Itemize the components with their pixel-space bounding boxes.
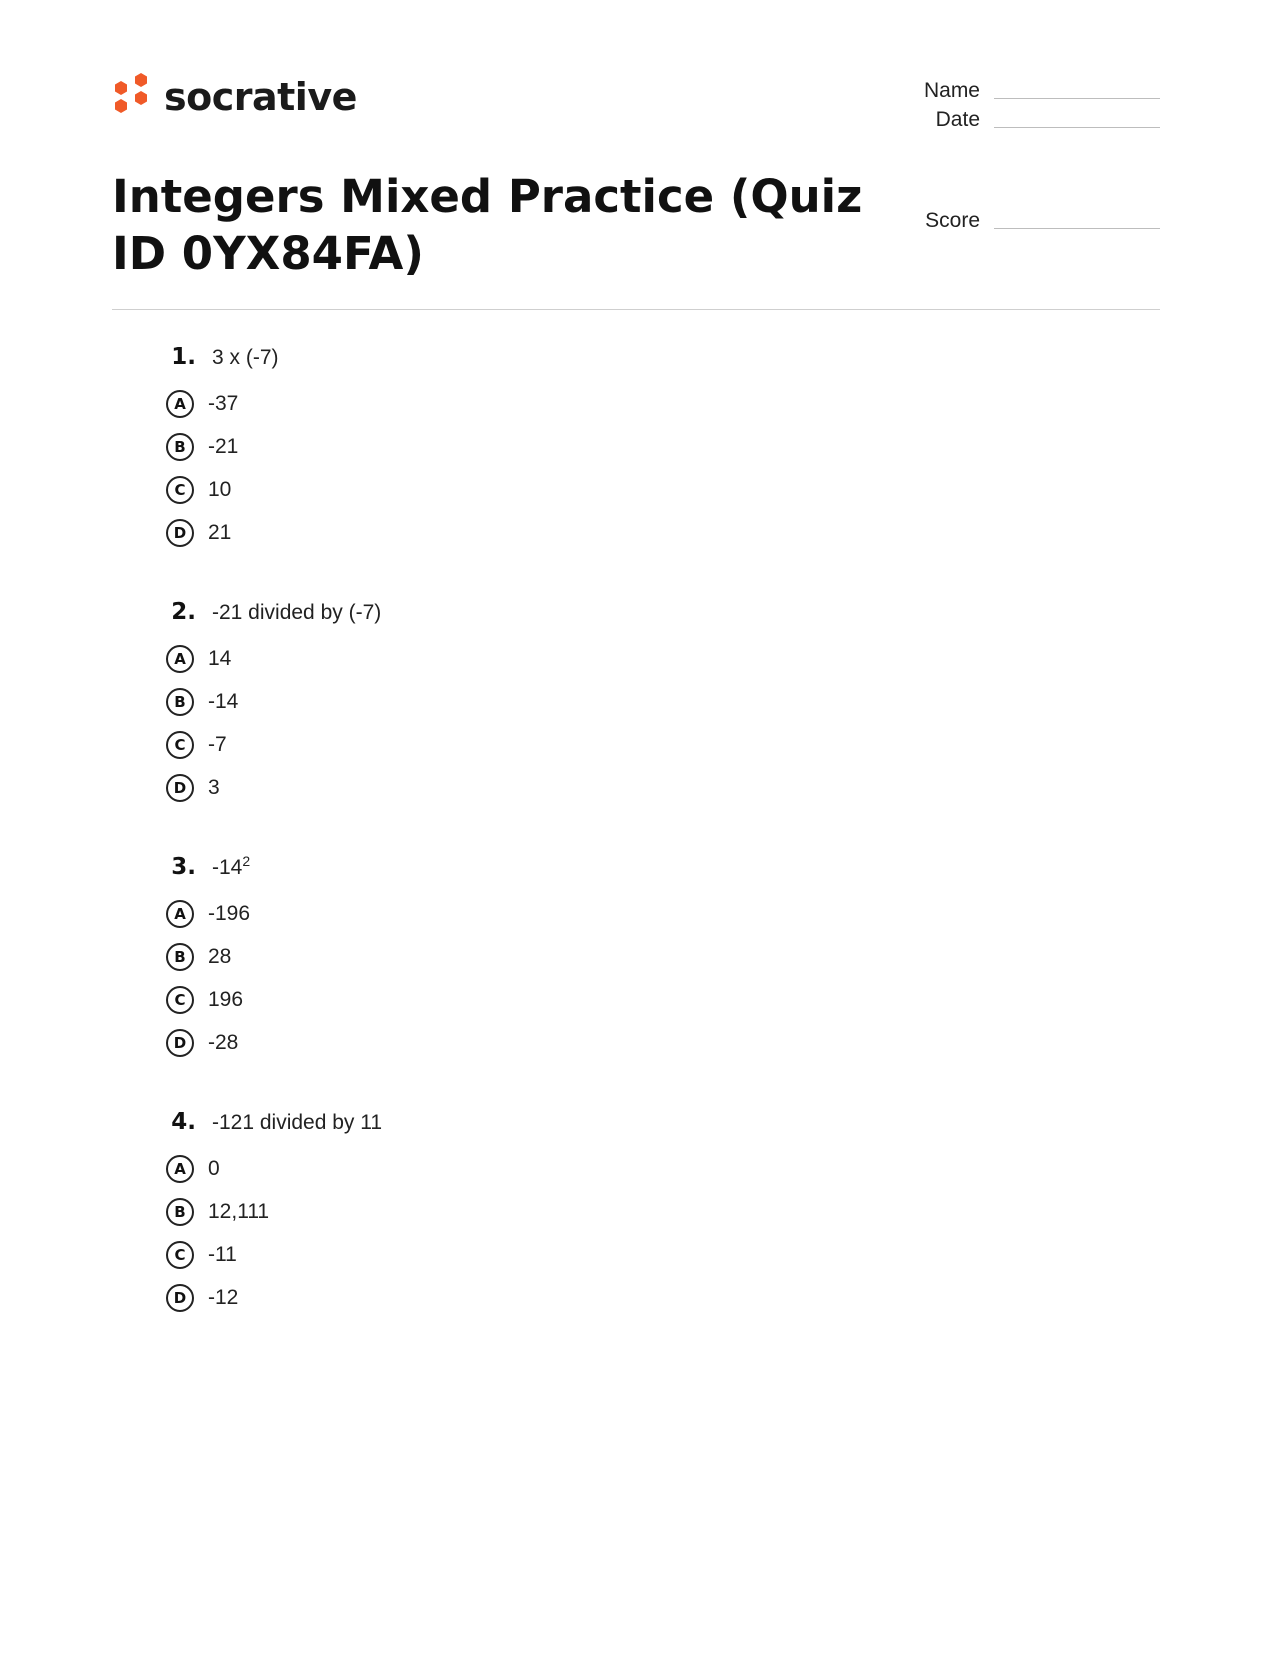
question-text: $-14^2$ xyxy=(212,853,251,879)
score-label: Score xyxy=(925,209,980,232)
question-2 xyxy=(166,598,866,804)
question-1 xyxy=(166,343,866,549)
score-line[interactable] xyxy=(994,228,1160,229)
option-bubble[interactable]: A xyxy=(166,390,194,418)
name-label: Name xyxy=(923,79,980,102)
option-text: 12,111 xyxy=(208,1200,270,1223)
option-d[interactable] xyxy=(166,1282,866,1314)
option-bubble[interactable]: C xyxy=(166,986,194,1014)
question-number: 2. xyxy=(171,599,196,625)
option-text: 14 xyxy=(208,647,232,670)
option-text: -12 xyxy=(208,1286,239,1309)
question-number: 4. xyxy=(171,1109,196,1135)
option-c[interactable] xyxy=(166,729,866,761)
option-bubble[interactable]: C xyxy=(166,1241,194,1269)
option-bubble[interactable]: A xyxy=(166,1155,194,1183)
option-bubble[interactable]: B xyxy=(166,433,194,461)
option-b[interactable] xyxy=(166,686,866,718)
question-number: 1. xyxy=(171,344,196,370)
option-bubble[interactable]: D xyxy=(166,1029,194,1057)
option-d[interactable] xyxy=(166,517,866,549)
option-text: -14 xyxy=(208,690,239,713)
option-a[interactable] xyxy=(166,898,866,930)
question-text: -121 divided by 11 xyxy=(212,1111,383,1134)
option-d[interactable] xyxy=(166,1027,866,1059)
option-b[interactable] xyxy=(166,1196,866,1228)
option-a[interactable] xyxy=(166,643,866,675)
option-text: 0 xyxy=(208,1157,220,1180)
score-field xyxy=(880,210,1160,231)
option-bubble[interactable]: B xyxy=(166,688,194,716)
socrative-logo xyxy=(112,72,357,122)
option-bubble[interactable]: A xyxy=(166,645,194,673)
option-bubble[interactable]: A xyxy=(166,900,194,928)
option-text: 21 xyxy=(208,521,232,544)
date-field xyxy=(880,109,1160,130)
option-bubble[interactable]: B xyxy=(166,1198,194,1226)
option-a[interactable] xyxy=(166,1153,866,1185)
option-text: -37 xyxy=(208,392,239,415)
option-bubble[interactable]: D xyxy=(166,1284,194,1312)
question-text: -21 divided by (-7) xyxy=(212,601,382,624)
name-field xyxy=(880,80,1160,101)
name-line[interactable] xyxy=(994,98,1160,99)
header-divider xyxy=(112,309,1160,310)
option-c[interactable] xyxy=(166,1239,866,1271)
option-bubble[interactable]: D xyxy=(166,519,194,547)
option-a[interactable] xyxy=(166,388,866,420)
option-text: -196 xyxy=(208,902,251,925)
option-text: -21 xyxy=(208,435,239,458)
option-c[interactable] xyxy=(166,984,866,1016)
option-text: -11 xyxy=(208,1243,237,1266)
date-line[interactable] xyxy=(994,127,1160,128)
option-text: -28 xyxy=(208,1031,239,1054)
option-bubble[interactable]: D xyxy=(166,774,194,802)
option-bubble[interactable]: C xyxy=(166,476,194,504)
option-text: 3 xyxy=(208,776,220,799)
option-text: -7 xyxy=(208,733,227,756)
question-text: 3 x (-7) xyxy=(212,346,279,369)
option-c[interactable] xyxy=(166,474,866,506)
option-text: 28 xyxy=(208,945,232,968)
option-b[interactable] xyxy=(166,941,866,973)
option-d[interactable] xyxy=(166,772,866,804)
question-number: 3. xyxy=(171,854,196,880)
option-text: 196 xyxy=(208,988,244,1011)
option-bubble[interactable]: C xyxy=(166,731,194,759)
brand-name: socrative xyxy=(164,75,357,119)
option-b[interactable] xyxy=(166,431,866,463)
quiz-title: Integers Mixed Practice (Quiz ID 0YX84FA) xyxy=(112,170,863,280)
question-4 xyxy=(166,1108,866,1314)
option-bubble[interactable]: B xyxy=(166,943,194,971)
hexagon-cluster-icon xyxy=(112,72,150,122)
date-label: Date xyxy=(935,108,980,131)
option-text: 10 xyxy=(208,478,232,501)
question-3 xyxy=(166,853,866,1059)
